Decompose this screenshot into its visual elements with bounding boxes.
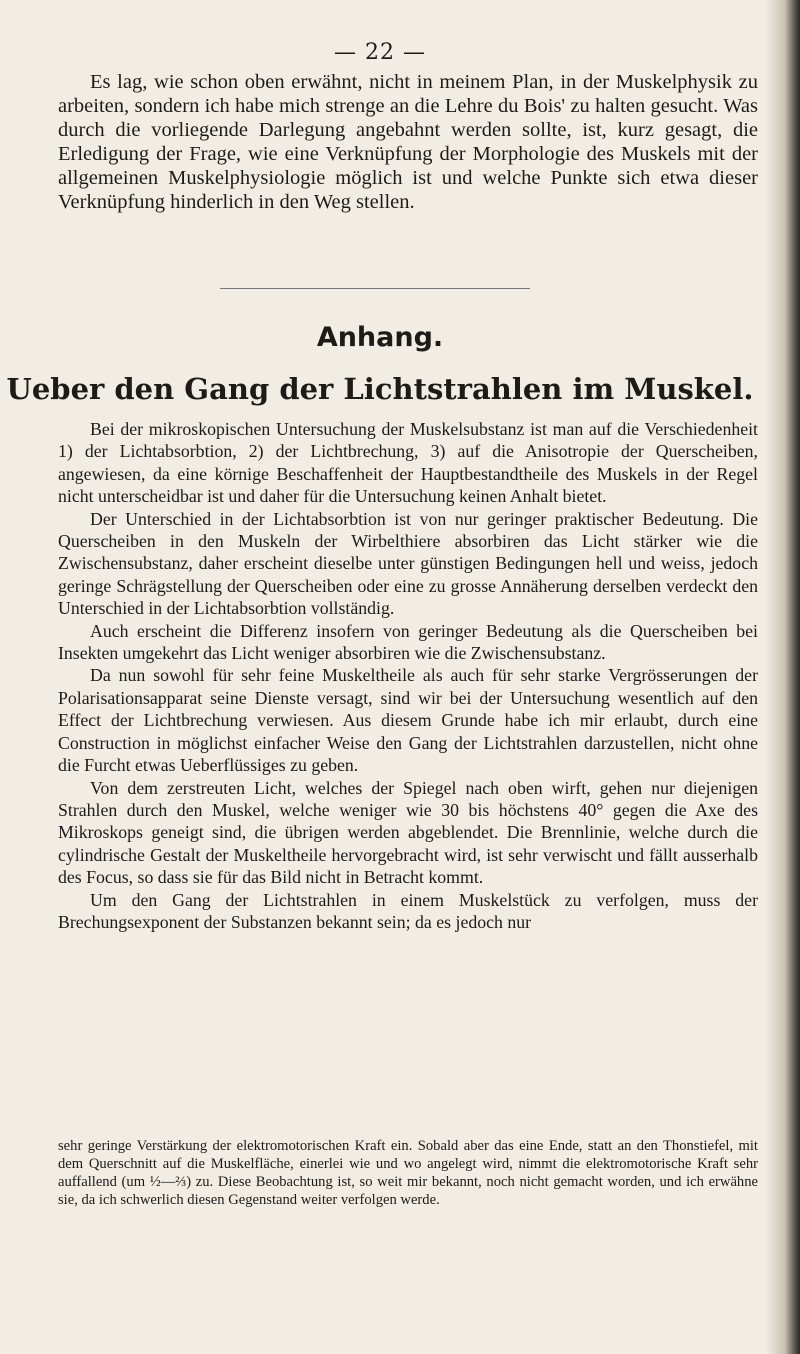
body-text <box>58 418 758 933</box>
intro-paragraph: Es lag, wie schon oben erwähnt, nicht in meinem Plan, in der Muskelphysik zu arbeiten, sondern ich habe mich strenge an die Lehre du Bois' zu halten gesucht. Was durch die vorliegende Darlegung angebahnt werden sollte, ist, kurz gesagt, die Erledigung der Frage, wie eine Verknüpfung der Morphologie des Muskels mit der allgemeinen Muskelphysiologie möglich ist und welche Punkte sich etwa dieser Verknüpfung hinderlich in den Weg stellen. <box>58 71 758 213</box>
paragraph: Auch erscheint die Differenz insofern von geringer Bedeutung als die Querscheiben bei Insekten umgekehrt das Licht weniger absorbiren wie die Zwischensubstanz. <box>58 620 758 664</box>
appendix-heading: Anhang. <box>316 322 444 353</box>
paragraph: Von dem zerstreuten Licht, welches der Spiegel nach oben wirft, gehen nur diejenigen Strahlen durch den Muskel, welche weniger wie 30 bis höchstens 40° gegen die Axe des Mikroskops geneigt sind, die übrigen werden abgeblendet. Die Brennlinie, welche durch die cylindrische Gestalt der Muskeltheile hervorgebracht wird, ist sehr verwischt und fällt ausserhalb des Focus, so dass sie für das Bild nicht in Betracht kommt. <box>58 777 758 888</box>
page-edge-shadow <box>766 0 800 1354</box>
footnote <box>58 1137 758 1209</box>
section-title: Ueber den Gang der Lichtstrahlen im Muskel. <box>6 372 754 406</box>
footnote-text: sehr geringe Verstärkung der elektromotorischen Kraft ein. Sobald aber das eine Ende, statt an den Thonstiefel, mit dem Querschnitt auf die Muskelfläche, einerlei wie und wo angelegt wird, nimmt die elektromotorische Kraft sehr auffallend (um ½—⅔) zu. Diese Beobachtung ist, so weit mir bekannt, noch nicht gemacht worden, und ich erwähne sie, da ich schwerlich diesen Gegenstand weiter verfolgen werde. <box>58 1138 758 1208</box>
section-divider <box>220 288 530 289</box>
paragraph: Da nun sowohl für sehr feine Muskeltheile als auch für sehr starke Vergrösserungen der Polarisationsapparat seine Dienste versagt, sind wir bei der Untersuchung wesentlich auf den Effect der Lichtbrechung verwiesen. Aus diesem Grunde habe ich mir erlaubt, durch eine Construction in möglichst einfacher Weise den Gang der Lichtstrahlen darzustellen, nicht ohne die Furcht etwas Ueberflüssiges zu geben. <box>58 665 758 776</box>
page-number: — 22 — <box>334 40 426 65</box>
paragraph: Bei der mikroskopischen Untersuchung der Muskelsubstanz ist man auf die Verschiedenheit 1) der Lichtabsorbtion, 2) der Lichtbrechung, 3) auf die Anisotropie der Querscheiben, angewiesen, da eine körnige Beschaffenheit der Hauptbestandtheile des Muskels in der Regel nicht unterscheidbar ist und daher für die Untersuchung keinen Anhalt bietet. <box>58 419 758 507</box>
paragraph: Der Unterschied in der Lichtabsorbtion ist von nur geringer praktischer Bedeutung. Die Querscheiben in den Muskeln der Wirbelthiere absorbiren das Licht stärker wie die Zwischensubstanz, daher erscheint dieselbe unter günstigen Bedingungen hell und weiss, jedoch geringe Schrägstellung der Querscheiben oder eine zu grosse Annäherung derselben verdeckt den Unterschied in der Lichtabsorbtion vollständig. <box>58 508 758 619</box>
paragraph: Um den Gang der Lichtstrahlen in einem Muskelstück zu verfolgen, muss der Brechungsexponent der Substanzen bekannt sein; da es jedoch nur <box>58 889 758 932</box>
